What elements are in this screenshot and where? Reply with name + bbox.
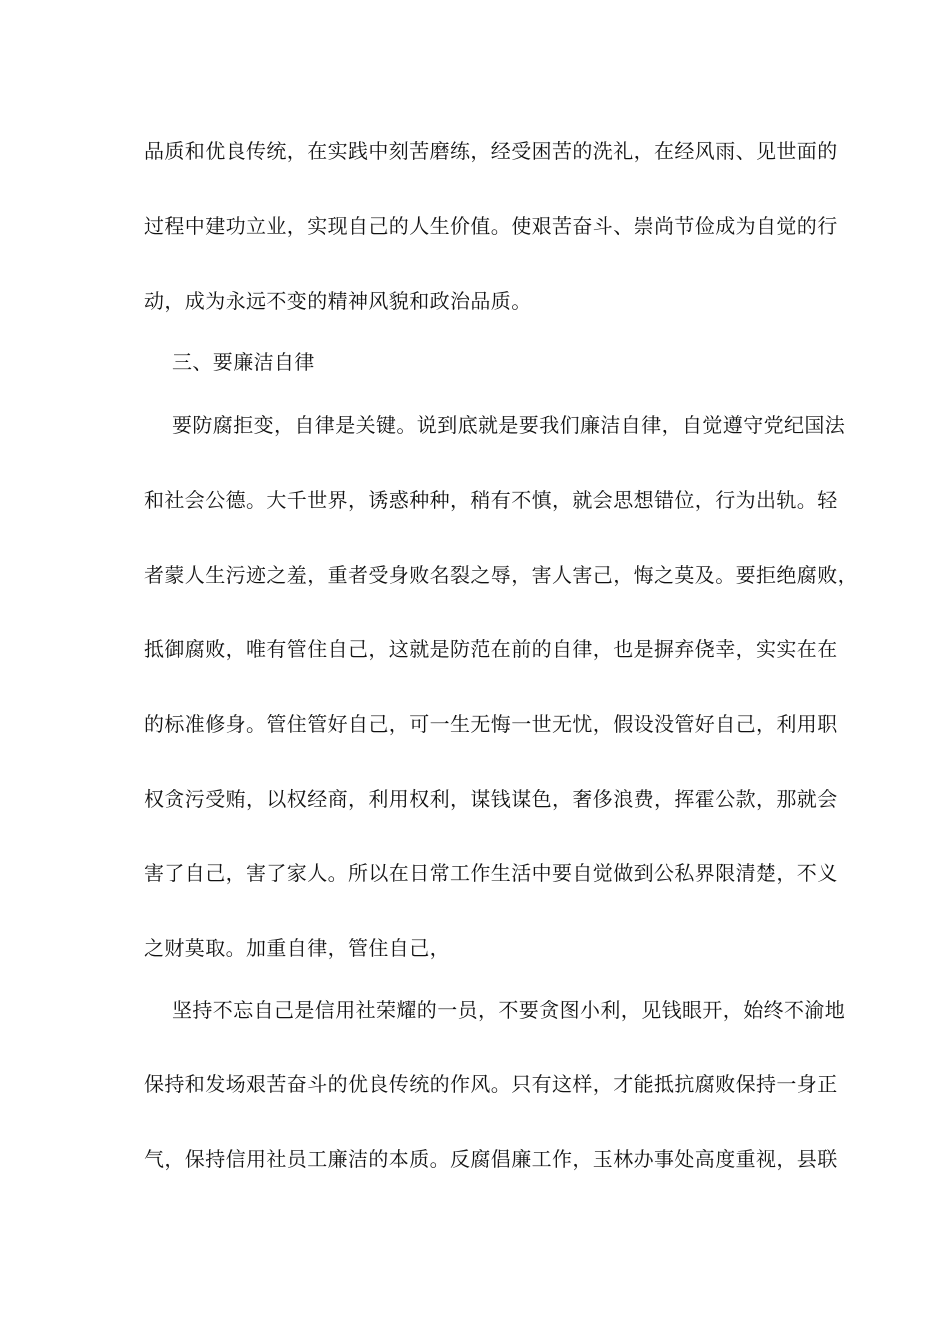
- text-line: 之财莫取。加重自律，管住自己，: [144, 936, 450, 960]
- text-line: 动，成为永远不变的精神风貌和政治品质。: [144, 289, 532, 313]
- text-line: 过程中建功立业，实现自己的人生价值。使艰苦奋斗、崇尚节俭成为自觉的行: [144, 214, 838, 238]
- text-line: 害了自己，害了家人。所以在日常工作生活中要自觉做到公私界限清楚，不义: [144, 861, 838, 885]
- text-line: 的标准修身。管住管好自己，可一生无悔一世无忧，假设没管好自己，利用职: [144, 712, 838, 736]
- text-line: 权贪污受贿，以权经商，利用权利，谋钱谋色，奢侈浪费，挥霍公款，那就会: [144, 787, 838, 811]
- text-line: 和社会公德。大千世界，诱惑种种，稍有不慎，就会思想错位，行为出轨。轻: [144, 488, 838, 512]
- section-heading: 三、要廉洁自律: [172, 350, 315, 374]
- text-line: 者蒙人生污迹之羞，重者受身败名裂之辱，害人害己，悔之莫及。要拒绝腐败，: [144, 563, 858, 587]
- text-line: 保持和发场艰苦奋斗的优良传统的作风。只有这样，才能抵抗腐败保持一身正: [144, 1072, 838, 1096]
- text-line: 要防腐拒变，自律是关键。说到底就是要我们廉洁自律，自觉遵守党纪国法: [172, 413, 846, 437]
- text-line: 坚持不忘自己是信用社荣耀的一员，不要贪图小利，见钱眼开，始终不渝地: [172, 998, 846, 1022]
- text-line: 抵御腐败，唯有管住自己，这就是防范在前的自律，也是摒弃侥幸，实实在在: [144, 637, 838, 661]
- text-line: 气，保持信用社员工廉洁的本质。反腐倡廉工作，玉林办事处高度重视，县联: [144, 1147, 838, 1171]
- text-line: 品质和优良传统，在实践中刻苦磨练，经受困苦的洗礼，在经风雨、见世面的: [144, 139, 838, 163]
